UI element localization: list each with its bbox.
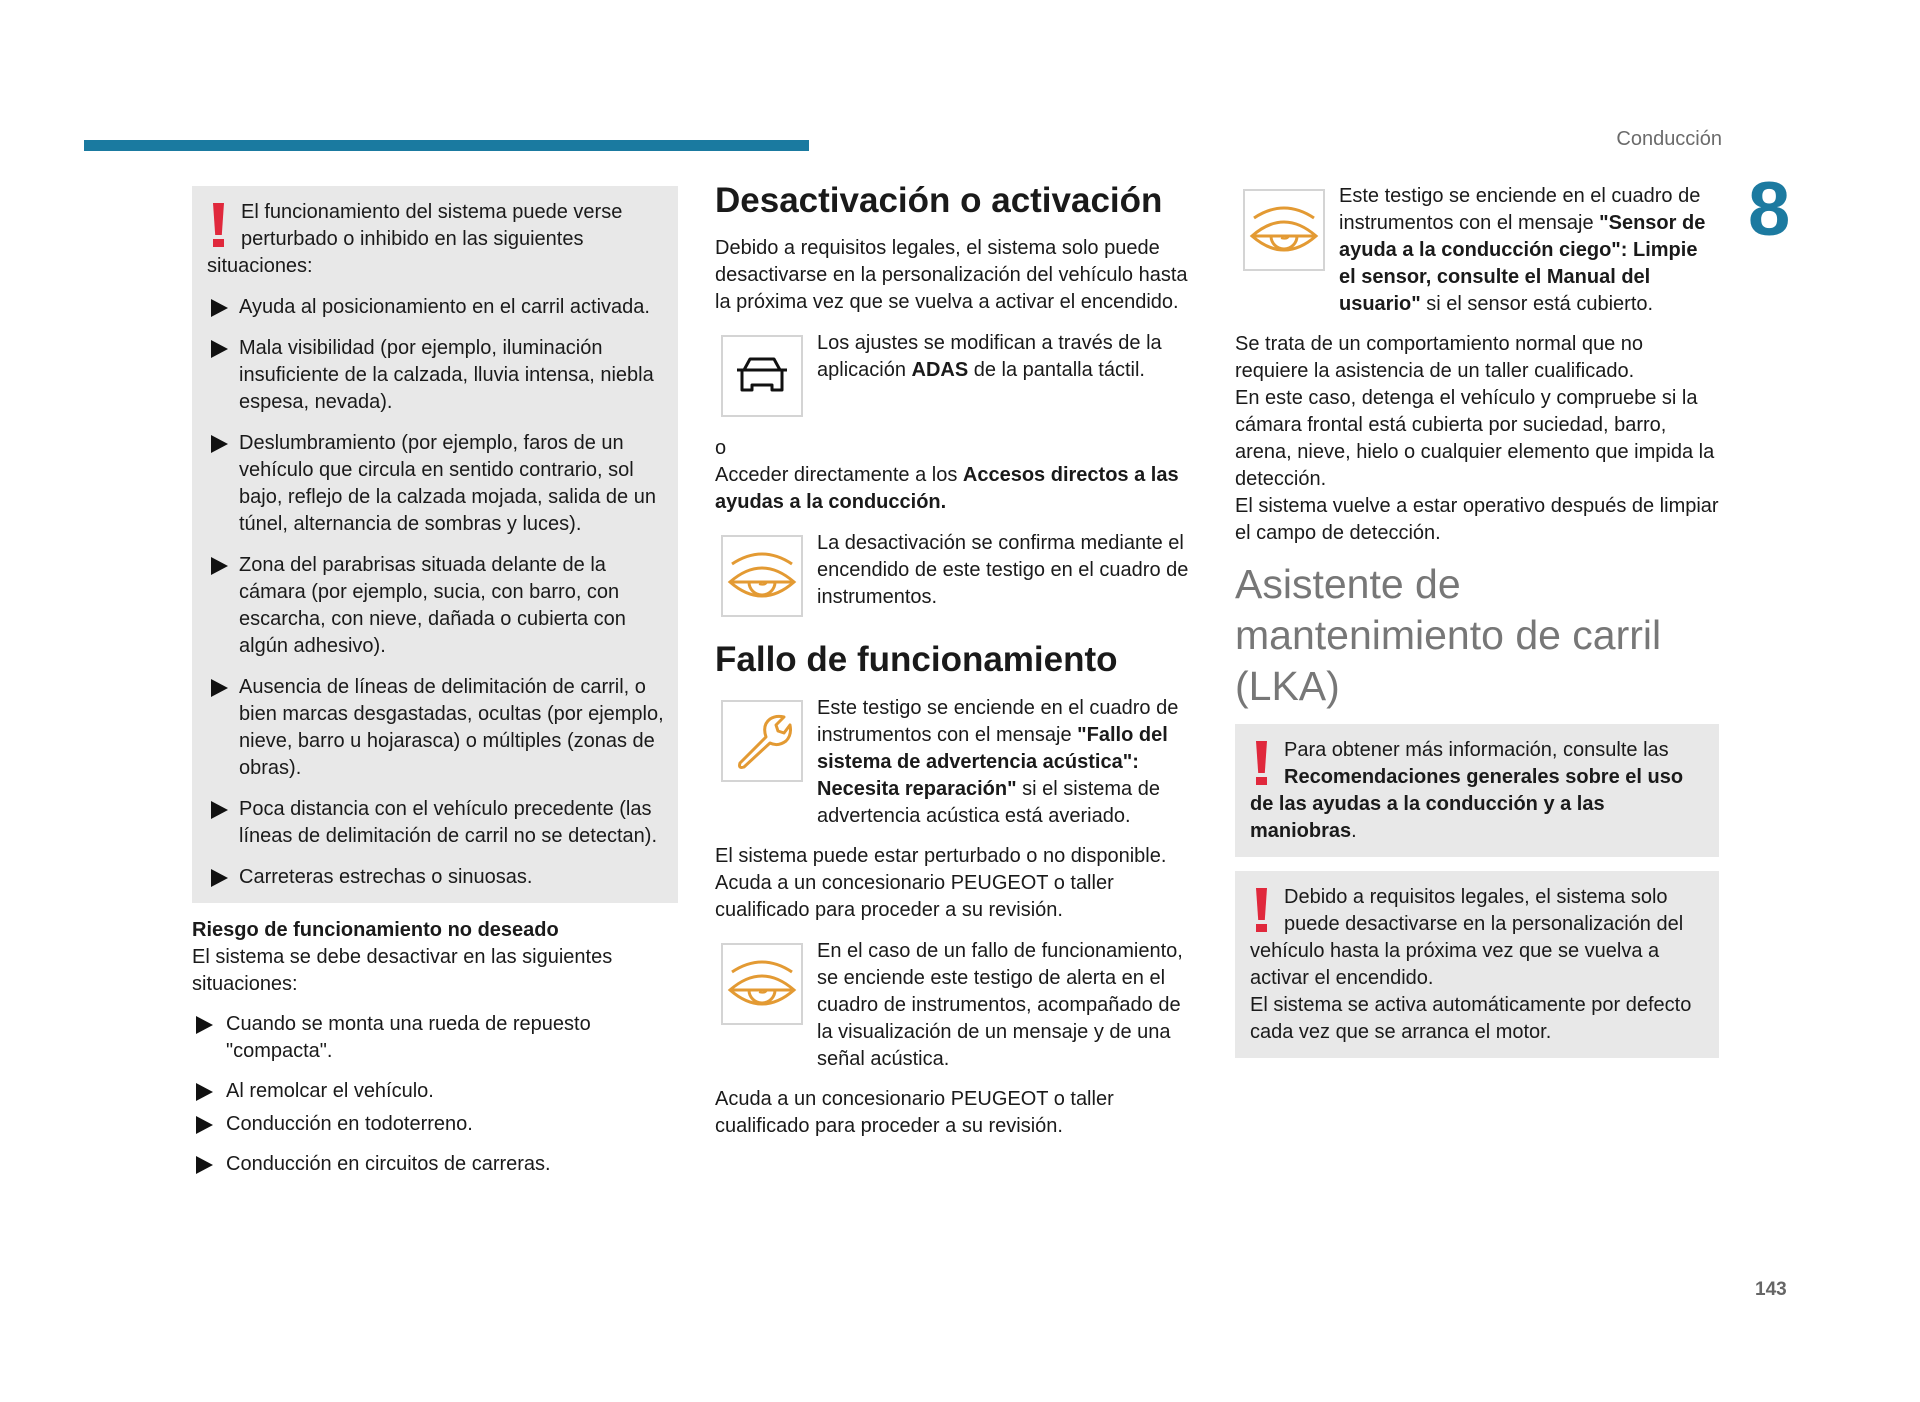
bullet-arrow-icon: [211, 679, 228, 697]
wrench-note: Este testigo se enciende en el cuadro de instrumentos con el mensaje "Fallo del sistema de advertencia acústica": Necesita reparación" si el sistema de advertencia acústica está averiado.: [715, 695, 1200, 830]
fault-paragraph-3: Acuda a un concesionario PEUGEOT o taller cualificado para proceder a su revisión.: [715, 1088, 1114, 1137]
warning-intro: El funcionamiento del sistema puede verse perturbado o inhibido en las siguientes situaciones:: [207, 201, 623, 277]
bullet-arrow-icon: [196, 1016, 213, 1034]
fault-paragraph-2: Acuda a un concesionario PEUGEOT o taller cualificado para proceder a su revisión.: [715, 872, 1114, 921]
warning-box-more-info: Para obtener más información, consulte las Recomendaciones generales sobre el uso de las ayudas a la conducción y a las maniobras.: [1235, 724, 1719, 857]
fault-eye-note: En el caso de un fallo de funcionamiento, se enciende este testigo de alerta en el cuadro de instrumentos, acompañado de la visualización de un mensaje y de una señal acústica.: [715, 938, 1200, 1073]
adas-note: Los ajustes se modifican a través de la aplicación ADAS de la pantalla táctil.: [715, 330, 1200, 417]
operative-again-paragraph: El sistema vuelve a estar operativo después de limpiar el campo de detección.: [1235, 495, 1719, 544]
list-item: Zona del parabrisas situada delante de la cámara (por ejemplo, sucia, con barro, con escarcha, con nieve, dañada o cubierta con algún adhesivo).: [207, 552, 664, 660]
chapter-number: 8: [1748, 167, 1791, 252]
warning-icon: [207, 199, 239, 249]
list-item: Deslumbramiento (por ejemplo, faros de un vehículo que circula en sentido contrario, sol bajo, reflejo de la calzada mojada, salida de un túnel, alternancia de sombras y luces).: [207, 430, 664, 538]
bullet-arrow-icon: [211, 801, 228, 819]
bullet-arrow-icon: [211, 557, 228, 575]
list-item: Mala visibilidad (por ejemplo, iluminación insuficiente de la calzada, lluvia intensa, niebla espesa, nevada).: [207, 335, 664, 416]
bullet-arrow-icon: [196, 1156, 213, 1174]
situations-list: [207, 294, 664, 891]
wrench-icon: [721, 700, 803, 782]
eye-warning-icon: [1243, 189, 1325, 271]
deactivation-confirm-note: La desactivación se confirma mediante el encendido de este testigo en el cuadro de instrumentos.: [715, 530, 1200, 617]
heading-deactivation: Desactivación o activación: [715, 181, 1163, 220]
list-item: Cuando se monta una rueda de repuesto "compacta".: [192, 1011, 678, 1065]
list-item: Conducción en circuitos de carreras.: [192, 1151, 678, 1178]
risk-intro: El sistema se debe desactivar en las siguientes situaciones:: [192, 946, 613, 995]
sensor-blind-note: Este testigo se enciende en el cuadro de instrumentos con el mensaje "Sensor de ayuda a la conducción ciego": Limpie el sensor, consulte el Manual del usuario" si el sensor está cubierto.: [1235, 183, 1719, 318]
bullet-arrow-icon: [211, 299, 228, 317]
bullet-arrow-icon: [211, 340, 228, 358]
bullet-arrow-icon: [211, 435, 228, 453]
warning-icon: [1250, 737, 1282, 787]
eye-warning-icon: [721, 535, 803, 617]
chapter-color-bar: [84, 140, 809, 151]
section-title: Conducción: [1616, 128, 1722, 150]
check-camera-paragraph: En este caso, detenga el vehículo y compruebe si la cámara frontal está cubierta por suciedad, barro, arena, nieve, hielo o cualquier elemento que impida la detección.: [1235, 387, 1715, 490]
risk-title: Riesgo de funcionamiento no deseado: [192, 919, 559, 941]
fault-paragraph-1: El sistema puede estar perturbado o no disponible.: [715, 845, 1167, 867]
risk-list: [192, 1011, 678, 1178]
list-item: Carreteras estrechas o sinuosas.: [207, 864, 664, 891]
warning-box-legal: Debido a requisitos legales, el sistema solo puede desactivarse en la personalización del vehículo hasta la próxima vez que se vuelva a activar el encendido. El sistema se activa automáticamente por defecto cada vez que se arranca el motor.: [1235, 871, 1719, 1058]
list-item: Poca distancia con el vehículo precedente (las líneas de delimitación de carril no se detectan).: [207, 796, 664, 850]
column-1: [192, 186, 678, 1178]
column-2: Desactivación o activación Debido a requisitos legales, el sistema solo puede desactivarse en la personalización del vehículo hasta la próxima vez que se vuelva a activar el encendido. Los ajustes se modifican a través de la aplicación ADAS de la pantalla táctil. o Acceder directamente a los Accesos directos a las ayudas a la conducción. La desactivación se confirma mediante el encendido de este testigo en el cuadro de instrumentos. Fallo de funcionamiento Este testigo se enciende en el cuadro de instrumentos con el mensaje "Fallo del sistema de advertencia acústica": Necesita reparación" si el sistema de advertencia acústica está averiado. El sistema puede estar perturbado o no disponible. Acuda a un concesionario PEUGEOT o taller cualificado para proceder a su revisión. En el caso de un fallo de funcionamiento, se enciende este testigo de alerta en el cuadro de instrumentos, acompañado de la visualización de un mensaje y de una señal acústica. Acuda a un concesionario PEUGEOT o taller cualificado para proceder a su revisión.: [715, 180, 1200, 1140]
bullet-arrow-icon: [196, 1083, 213, 1101]
page-number: 143: [1755, 1279, 1787, 1300]
normal-behaviour-paragraph: Se trata de un comportamiento normal que no requiere la asistencia de un taller cualificado.: [1235, 333, 1644, 382]
heading-lka: Asistente de mantenimiento de carril (LKA): [1235, 561, 1662, 709]
eye-warning-icon: [721, 943, 803, 1025]
heading-malfunction: Fallo de funcionamiento: [715, 640, 1118, 679]
list-item: Al remolcar el vehículo.: [192, 1078, 678, 1105]
list-item: Ayuda al posicionamiento en el carril activada.: [207, 294, 664, 321]
deactivation-paragraph: Debido a requisitos legales, el sistema solo puede desactivarse en la personalización del vehículo hasta la próxima vez que se vuelva a activar el encendido.: [715, 237, 1188, 313]
car-icon: [721, 335, 803, 417]
or-text: o: [715, 437, 727, 459]
bullet-arrow-icon: [211, 869, 228, 887]
list-item: Ausencia de líneas de delimitación de carril, o bien marcas desgastadas, ocultas (por ejemplo, nieve, barro u hojarasca) o múltiples (zonas de obras).: [207, 674, 664, 782]
bullet-arrow-icon: [196, 1116, 213, 1134]
list-item: Conducción en todoterreno.: [192, 1111, 678, 1138]
warning-box-situations: [192, 186, 678, 903]
warning-icon: [1250, 884, 1282, 934]
column-3: [1235, 183, 1719, 1058]
